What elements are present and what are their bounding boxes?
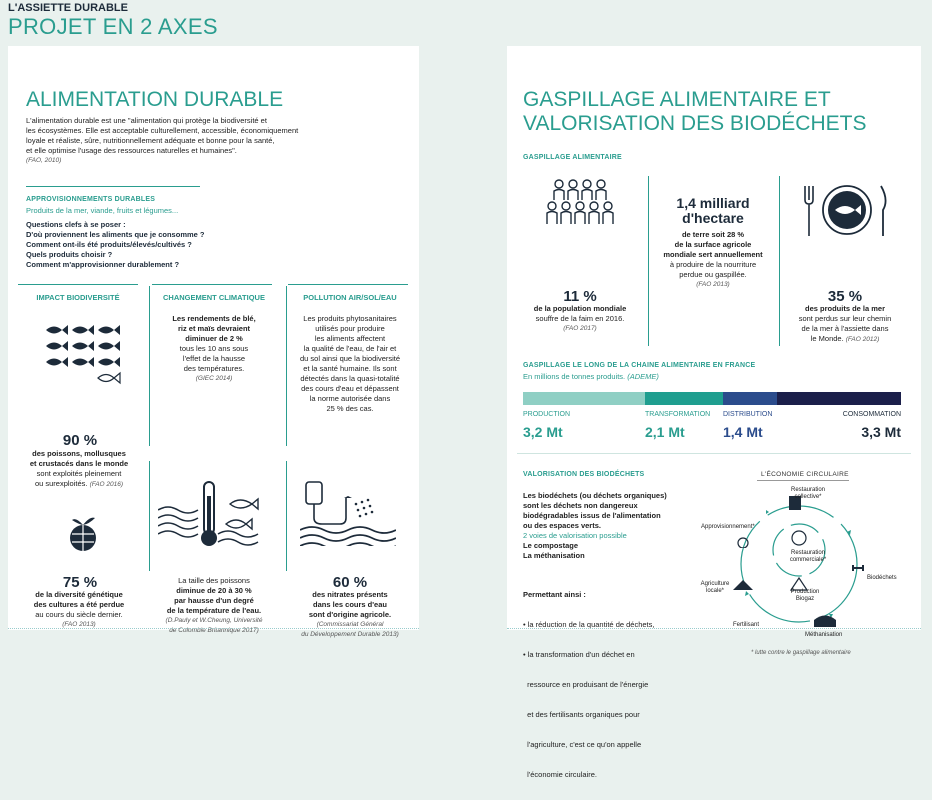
- text-line: des produits de la mer: [804, 304, 886, 313]
- text-line: des cours d'eau et dépassent: [301, 384, 399, 393]
- chain-label: CONSOMMATION: [842, 411, 901, 418]
- chain-label: TRANSFORMATION: [645, 411, 711, 418]
- text-line: les aliments affectent: [314, 334, 386, 343]
- people-crowd-icon: [545, 178, 615, 234]
- text-line: de la surface agricole: [674, 240, 752, 249]
- eco-title: L'ÉCONOMIE CIRCULAIRE: [761, 471, 849, 478]
- col1-stat1: 90 %: [62, 432, 98, 449]
- text-line: 25 % des cas.: [326, 404, 374, 413]
- questions: [26, 220, 205, 270]
- eco-cycle: [729, 494, 869, 634]
- text-line: de la population mondiale: [533, 304, 627, 313]
- text-line: le Monde.: [810, 334, 844, 343]
- stat2-text: [653, 230, 773, 290]
- eco-n8: Méthanisation: [805, 632, 843, 638]
- section-label: L'ASSIETTE DURABLE: [8, 2, 128, 14]
- ways: 2 voies de valorisation possible: [523, 531, 627, 540]
- text-line: perdue ou gaspillée.: [679, 270, 747, 279]
- stat3-value: 35 %: [827, 288, 863, 305]
- right-panel: [507, 46, 921, 779]
- chain-bar-distribution: [723, 392, 777, 405]
- text-line: ou des espaces verts.: [523, 521, 601, 530]
- text-line: dans les cours d'eau: [313, 600, 387, 609]
- col2-text1: [152, 314, 276, 384]
- text-line: • la réduction de la quantité de déchets,: [523, 620, 655, 629]
- chain-label: PRODUCTION: [523, 411, 571, 418]
- left-panel: [8, 46, 419, 638]
- source: (FAO 2016): [89, 481, 124, 488]
- text-line: Restauration: [790, 550, 826, 556]
- question-line: Questions clefs à se poser :: [26, 220, 126, 229]
- source: de Colombie Britannique 2017): [169, 627, 259, 634]
- col1-stat2-text: [12, 590, 146, 630]
- col3-stat: 60 %: [332, 574, 368, 591]
- text-line: collective*: [794, 494, 822, 500]
- chain-bar-production: [523, 392, 645, 405]
- chain-value: 2,1 Mt: [645, 424, 685, 440]
- text-line: Les biodéchets (ou déchets organiques): [523, 491, 667, 500]
- intro-source: (FAO, 2010): [26, 157, 62, 164]
- text-line: utilisés pour produire: [315, 324, 385, 333]
- text-line: de la température de l'eau.: [166, 606, 262, 615]
- permet-text: [523, 570, 713, 800]
- field-icon: [733, 580, 753, 590]
- source: (GIEC 2014): [195, 375, 233, 382]
- chain-bar-consommation: [777, 392, 901, 405]
- text-line: des poissons, mollusques: [32, 449, 126, 458]
- left-title: ALIMENTATION DURABLE: [26, 88, 284, 111]
- stat2-value: [653, 196, 773, 226]
- chain-sub: [523, 372, 659, 382]
- text-line: de la diversité génétique: [35, 590, 123, 599]
- text-line: détectés dans la quasi-totalité: [300, 374, 400, 383]
- col1-stat1-text: [12, 449, 146, 490]
- text-line: La taille des poissons: [178, 576, 250, 585]
- chain-sub-text: En millions de tonnes produits.: [523, 372, 626, 381]
- text-line: des cultures a été perdue: [33, 600, 125, 609]
- source: (FAO 2013): [696, 281, 730, 288]
- thermometer-fish-icon: [158, 480, 270, 548]
- chain-value: 1,4 Mt: [723, 424, 763, 440]
- text-line: de terre soit 28 %: [681, 230, 745, 239]
- sprayer-water-icon: [300, 478, 396, 546]
- intro-line: et elle optimise l'usage des ressources naturelles et humaines".: [26, 146, 237, 155]
- text-line: sont d'origine agricole.: [308, 610, 392, 619]
- text-line: diminuer de 2 %: [185, 334, 243, 343]
- text-line: l'agriculture, c'est ce qu'on appelle: [523, 740, 642, 749]
- text-line: Agriculture: [700, 581, 730, 587]
- text-line: la norme autorisée dans: [309, 394, 391, 403]
- question-line: Comment m'approvisionner durablement ?: [26, 260, 180, 269]
- source: (FAO 2012): [845, 336, 880, 343]
- text-line: souffre de la faim en 2016.: [535, 314, 625, 323]
- text-line: ressource en produisant de l'énergie: [523, 680, 649, 689]
- text-line: mondiale sert annuellement: [663, 250, 763, 259]
- source: (FAO 2017): [563, 325, 597, 332]
- text-line: et crustacés dans le monde: [29, 459, 129, 468]
- chain-label: DISTRIBUTION: [723, 411, 773, 418]
- col2-text2: [152, 576, 276, 636]
- text-line: à produire de la nourriture: [669, 260, 757, 269]
- source: (D.Pauly et W.Cheung, Université: [165, 617, 263, 624]
- fish-school-icon: [44, 324, 128, 394]
- question-line: D'où proviennent les aliments que je consomme ?: [26, 230, 205, 239]
- approv-sub: Produits de la mer, viande, fruits et légumes...: [26, 206, 179, 215]
- right-title: [523, 88, 866, 136]
- text-line: Restauration: [790, 487, 826, 493]
- text-line: tous les 10 ans sous: [179, 344, 249, 353]
- way1: Le compostage: [523, 541, 579, 550]
- text-line: du sol ainsi que la biodiversité: [299, 354, 401, 363]
- bone-icon: [851, 562, 865, 574]
- text-line: • la transformation d'un déchet en: [523, 650, 635, 659]
- text-line: diminue de 20 à 30 %: [176, 586, 252, 595]
- text-line: l'économie circulaire.: [523, 770, 597, 779]
- intro-line: les écosystèmes. Elle est acceptable culturellement, accessible, économiquement: [26, 126, 299, 135]
- stat1-text: [513, 304, 647, 334]
- text-line: Les rendements de blé,: [172, 314, 256, 323]
- apple-icon: [737, 536, 749, 548]
- text-line: l'effet de la hausse: [182, 354, 246, 363]
- page-title: PROJET EN 2 AXES: [8, 14, 218, 39]
- source: du Développement Durable 2013): [301, 631, 399, 638]
- globe-sprout-icon: [66, 514, 100, 554]
- col1-stat2: 75 %: [62, 574, 98, 591]
- text-line: et la santé humaine. Ils sont: [303, 364, 397, 373]
- eco-n2: Approvisionnement*: [701, 524, 755, 530]
- col3-text1: [288, 314, 412, 414]
- eco-n5: [697, 581, 733, 595]
- text-line: Permettant ainsi :: [523, 590, 586, 599]
- stat3-text: [783, 304, 907, 345]
- valo-head: VALORISATION DES BIODÉCHETS: [523, 471, 645, 478]
- text-line: et des fertilisants organiques pour: [523, 710, 640, 719]
- text-line: d'hectare: [682, 210, 744, 226]
- text-line: sont les déchets non dangereux: [523, 501, 638, 510]
- col3-stat-text: [284, 590, 416, 640]
- text-line: par hausse d'un degré: [174, 596, 254, 605]
- eco-n1: [785, 487, 831, 501]
- plate-fish-icon: [801, 182, 891, 240]
- text-line: Les produits phytosanitaires: [303, 314, 397, 323]
- col3-head: POLLUTION AIR/SOL/EAU: [303, 293, 397, 302]
- stat1-value: 11 %: [563, 288, 597, 305]
- text-line: des températures.: [183, 364, 245, 373]
- text-line: au cours du siècle dernier.: [35, 610, 123, 619]
- text-line: 1,4 milliard: [676, 195, 750, 211]
- title-line: VALORISATION DES BIODÉCHETS: [523, 112, 867, 135]
- text-line: locale*: [705, 588, 724, 594]
- chain-value: 3,2 Mt: [523, 424, 563, 440]
- intro-text: [26, 116, 416, 166]
- text-line: sont exploités pleinement: [36, 469, 122, 478]
- eco-n6: [783, 589, 827, 603]
- text-line: de la mer à l'assiette dans: [801, 324, 889, 333]
- title-line: GASPILLAGE ALIMENTAIRE ET: [523, 88, 831, 111]
- question-line: Quels produits choisir ?: [26, 250, 113, 259]
- question-line: Comment ont-ils été produits/élevés/cultivés ?: [26, 240, 192, 249]
- text-line: Biogaz: [795, 596, 815, 602]
- intro-line: loyale et réaliste, sûre, nutritionnellement adéquate et bonne pour la santé,: [26, 136, 275, 145]
- intro-line: L'alimentation durable est une "alimentation qui protège la biodiversité et: [26, 116, 267, 125]
- gasp-head: GASPILLAGE ALIMENTAIRE: [523, 154, 622, 161]
- eco-n3: [783, 550, 833, 564]
- text-line: biodégradables issus de l'alimentation: [523, 511, 661, 520]
- text-line: la qualité de l'eau, de l'air et: [303, 344, 397, 353]
- eco-footnote: * lutte contre le gaspillage alimentaire: [751, 650, 851, 656]
- col1-head: IMPACT BIODIVERSITÉ: [36, 293, 120, 302]
- text-line: Production: [790, 589, 820, 595]
- approv-title: APPROVISIONNEMENTS DURABLES: [26, 196, 156, 203]
- digester-icon: [813, 614, 837, 628]
- text-line: des nitrates présents: [312, 590, 388, 599]
- text-line: ou surexploités.: [34, 479, 88, 488]
- eco-n7: Fertilisant: [733, 622, 760, 628]
- col2-head: CHANGEMENT CLIMATIQUE: [163, 293, 265, 302]
- valo-text: [523, 491, 703, 561]
- chain-source: (ADEME): [627, 372, 659, 381]
- way2: La méthanisation: [523, 551, 585, 560]
- source: (Commissariat Général: [316, 621, 384, 628]
- text-line: sont perdus sur leur chemin: [798, 314, 892, 323]
- source: (FAO 2013): [62, 621, 96, 628]
- text-line: commerciale*: [789, 557, 827, 563]
- eco-n4: Biodéchets: [867, 575, 897, 581]
- chain-value: 3,3 Mt: [861, 424, 901, 440]
- chain-head: GASPILLAGE LE LONG DE LA CHAINE ALIMENTAIRE EN FRANCE: [523, 362, 756, 369]
- text-line: riz et maïs devraient: [177, 324, 251, 333]
- chain-bar-transformation: [645, 392, 723, 405]
